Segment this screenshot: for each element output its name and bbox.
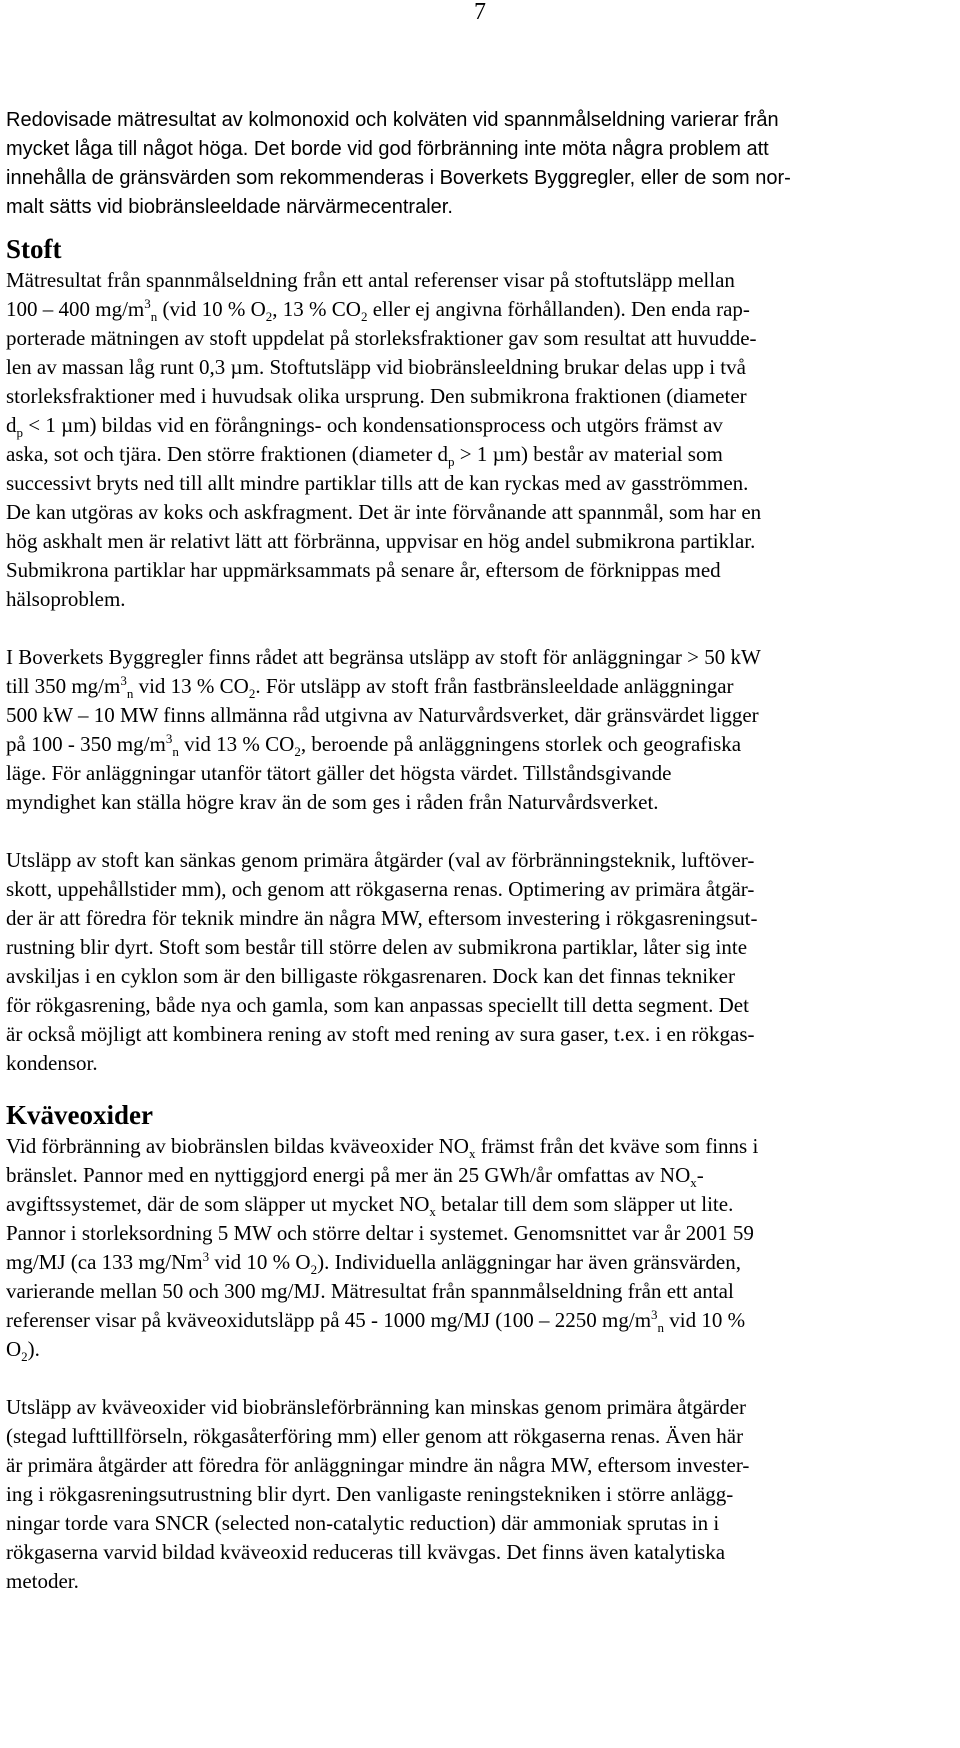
heading-kvaveoxider: Kväveoxider — [6, 1100, 153, 1130]
stoft-paragraph-3: Utsläpp av stoft kan sänkas genom primära åtgärder (val av förbränningsteknik, luftöver- skott, uppehållstider mm), och genom att rökgaserna renas. Optimering av primära åtgär- der är att föredra för teknik mindre än några MW, eftersom investering i rökgasreningsut- rustning blir dyrt. Stoft som består till större delen av submikrona partiklar, låter sig inte avskiljas i en cyklon som är den billigaste rökgasrenaren. Dock kan det finnas tekniker för rökgasrening, både nya och gamla, som kan anpassas speciellt till detta segment. Det är också möjligt att kombinera rening av stoft med rening av sura gaser, t.ex. i en rökgas- kondensor. — [6, 848, 758, 1075]
page-number: 7 — [474, 0, 486, 25]
intro-paragraph: Redovisade mätresultat av kolmonoxid och kolväten vid spannmålseldning varierar från mycket låga till något höga. Det borde vid god förbränning inte möta några problem att innehålla de gränsvärden som rekommenderas i Boverkets Byggregler, eller de som nor- malt sätts vid biobränsleeldade närvärmecentraler. — [6, 109, 791, 218]
stoft-paragraph-1: Mätresultat från spannmålseldning från ett antal referenser visar på stoftutsläpp mellan 100 – 400 $mg/m^3_n$ (vid 10 % $O_2$, 13 % $CO_2$ eller ej angivna förhållanden). Den enda rap- porterade mätningen av stoft uppdelat på storleksfraktioner gav som resultat att huvudde- len av massan låg runt 0,3 µm. Stoftutsläpp vid biobränsleeldning brukar delas upp i två storleksfraktioner med i huvudsak olika ursprung. Den submikrona fraktionen (diameter $d_p < 1$ µm) bildas vid en förångnings- och kondensationsprocess och utgörs främst av aska, sot och tjära. Den större fraktionen (diameter $d_p > 1$ µm) består av material som successivt bryts ned till allt mindre partiklar tills att de kan ryckas med av gasströmmen. De kan utgöras av koks och askfragment. Det är inte förvånande att spannmål, som har en hög askhalt men är relativt lätt att förbränna, uppvisar en hög andel submikrona partiklar. Submikrona partiklar har uppmärksammats på senare år, eftersom de förknippas med hälsoproblem. — [6, 268, 762, 611]
document-body — [6, 106, 952, 1596]
stoft-paragraph-2: I Boverkets Byggregler finns rådet att begränsa utsläpp av stoft för anläggningar > 50 kW till 350 $mg/m^3_n$ vid 13 % $CO_2$. För utsläpp av stoft från fastbränsleeldade anläggningar 500 kW – 10 MW finns allmänna råd utgivna av Naturvårdsverket, där gränsvärdet ligger på 100 - 350 $mg/m^3_n$ vid 13 % $CO_2$, beroende på anläggningens storlek och geografiska läge. För anläggningar utanför tätort gäller det högsta värdet. Tillståndsgivande myndighet kan ställa högre krav än de som ges i råden från Naturvårdsverket. — [6, 645, 761, 814]
kvave-paragraph-1: Vid förbränning av biobränslen bildas kväveoxider $NO_x$ främst från det kväve som finns i bränslet. Pannor med en nyttiggjord energi på mer än 25 GWh/år omfattas av $NO_x-$ avgiftssystemet, där de som släpper ut mycket $NO_x$ betalar till dem som släpper ut lite. Pannor i storleksordning 5 MW och större deltar i systemet. Genomsnittet var år 2001 59 mg/MJ (ca 133 mg/Nm$^3$ vid 10 % $O_2$). Individuella anläggningar har även gränsvärden, varierande mellan 50 och 300 mg/MJ. Mätresultat från spannmålseldning från ett antal referenser visar på kväveoxidutsläpp på 45 - 1000 mg/MJ (100 – 2250 $mg/m^3_n$ vid 10 % $O_2$). — [6, 1134, 759, 1365]
heading-stoft: Stoft — [6, 234, 62, 264]
kvave-paragraph-2: Utsläpp av kväveoxider vid biobränsleförbränning kan minskas genom primära åtgärder (stegad lufttillförseln, rökgasåterföring mm) eller genom att rökgaserna renas. Även här är primära åtgärder att föredra för anläggningar mindre än några MW, eftersom invester- ing i rökgasreningsutrustning blir dyrt. Den vanligaste reningstekniken i större anlägg- ningar torde vara SNCR (selected non-catalytic reduction) där ammoniak sprutas in i rökgaserna varvid bildad kväveoxid reduceras till kvävgas. Det finns även katalytiska metoder. — [6, 1395, 750, 1593]
